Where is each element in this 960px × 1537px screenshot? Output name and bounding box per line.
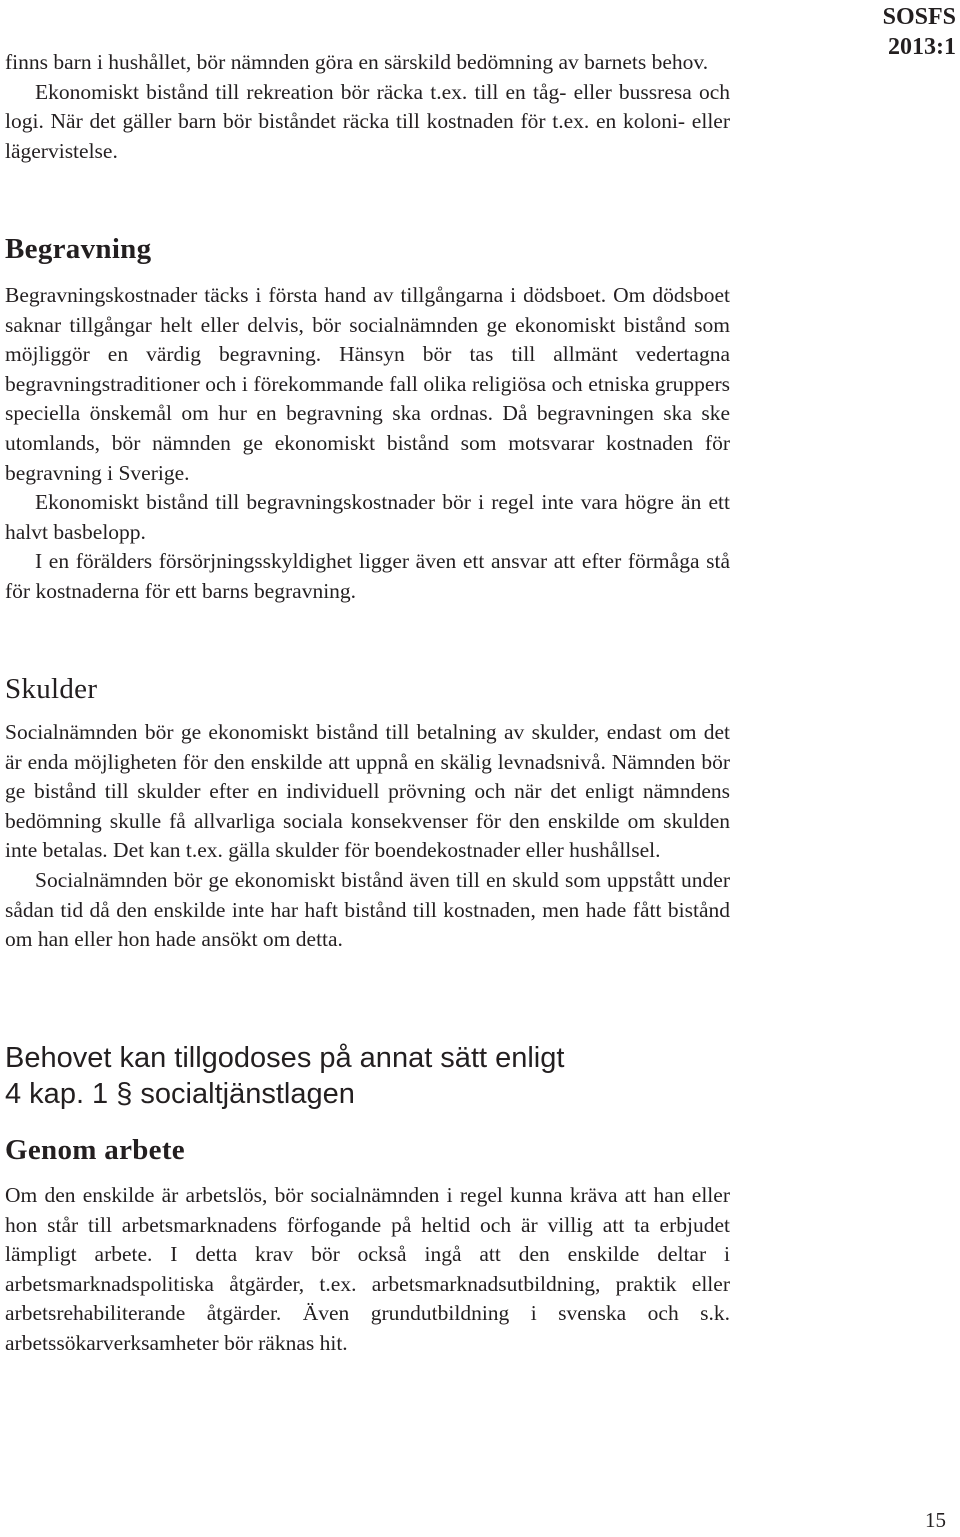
genom-arbete-paragraph-1: Om den enskilde är arbetslös, bör socialnämnden i regel kunna kräva att han eller hon står till arbetsmarknadens förfogande på heltid och är villig att ta erbjudet lämpligt arbete. I detta krav bör också ingå att den enskilde deltar i arbetsmarknadspolitiska åtgärder, t.ex. arbetsmarknadsutbildning, praktik eller arbetsrehabiliterande åtgärder. Även grundutbildning i svenska och s.k. arbetssökarverksamheter bör räknas hit.: [5, 1183, 730, 1355]
genom-arbete-section: [5, 1133, 730, 1167]
begravning-paragraph-1: Begravningskostnader täcks i första hand av tillgångarna i dödsboet. Om dödsboet saknar tillgångar helt eller delvis, bör socialnämnden ge ekonomiskt bistånd som möjliggör en värdig begravning. Hänsyn bör tas till allmänt vedertagna begravningstraditioner och i förekommande fall olika religiösa och etniska gruppers speciella önskemål om hur en begravning ska ordnas. Då begravningen ska ske utomlands, bör nämnden ge ekonomiskt bistånd som motsvarar kostnaden för begravning i Sverige.: [5, 283, 730, 485]
skulder-paragraph-1: Socialnämnden bör ge ekonomiskt bistånd till betalning av skulder, endast om det är enda möjligheten för den enskilde att uppnå en skälig levnadsnivå. Nämnden bör ge bistånd till skulder efter en individuell prövning och när det enligt nämndens bedömning skulle få allvarliga sociala konsekvenser för den enskilde om skulden inte betalas. Det kan t.ex. gälla skulder för boendekostnader eller hushållsel.: [5, 720, 730, 863]
begravning-section: [5, 232, 730, 266]
page-number: 15: [925, 1508, 946, 1532]
intro-paragraph-1: finns barn i hushållet, bör nämnden göra en särskild bedömning av barnets behov.: [5, 50, 709, 74]
document-code-series: SOSFS: [882, 4, 956, 30]
behovet-heading: [5, 1040, 765, 1112]
skulder-paragraph-2: Socialnämnden bör ge ekonomiskt bistånd även till en skuld som uppstått under sådan tid då den enskilde inte har haft bistånd till kostnaden, men hade fått bistånd om han eller hon hade ansökt om detta.: [5, 867, 730, 952]
begravning-heading: Begravning: [5, 233, 152, 265]
genom-arbete-body: [5, 1181, 730, 1359]
document-code-number: 2013:1: [888, 34, 956, 60]
document-code: [883, 2, 956, 62]
begravning-paragraph-3: I en förälders försörjningsskyldighet ligger även ett ansvar att efter förmåga stå för kostnaderna för ett barns begravning.: [5, 549, 730, 603]
skulder-heading: Skulder: [5, 673, 98, 705]
begravning-paragraph-2: Ekonomiskt bistånd till begravningskostnader bör i regel inte vara högre än ett halvt basbelopp.: [5, 490, 730, 544]
intro-paragraph-2: Ekonomiskt bistånd till rekreation bör räcka t.ex. till en tåg- eller bussresa och logi. När det gäller barn bör biståndet räcka till kostnaden för t.ex. en koloni- eller lägervistelse.: [5, 79, 730, 163]
skulder-body: [5, 718, 730, 955]
intro-section: [5, 48, 730, 166]
begravning-body: [5, 281, 730, 607]
behovet-heading-line-1: Behovet kan tillgodoses på annat sätt enligt: [5, 1042, 565, 1074]
behovet-section: [5, 1040, 765, 1112]
genom-arbete-heading: Genom arbete: [5, 1134, 185, 1166]
skulder-section: [5, 672, 730, 706]
behovet-heading-line-2: 4 kap. 1 § socialtjänstlagen: [5, 1078, 355, 1110]
